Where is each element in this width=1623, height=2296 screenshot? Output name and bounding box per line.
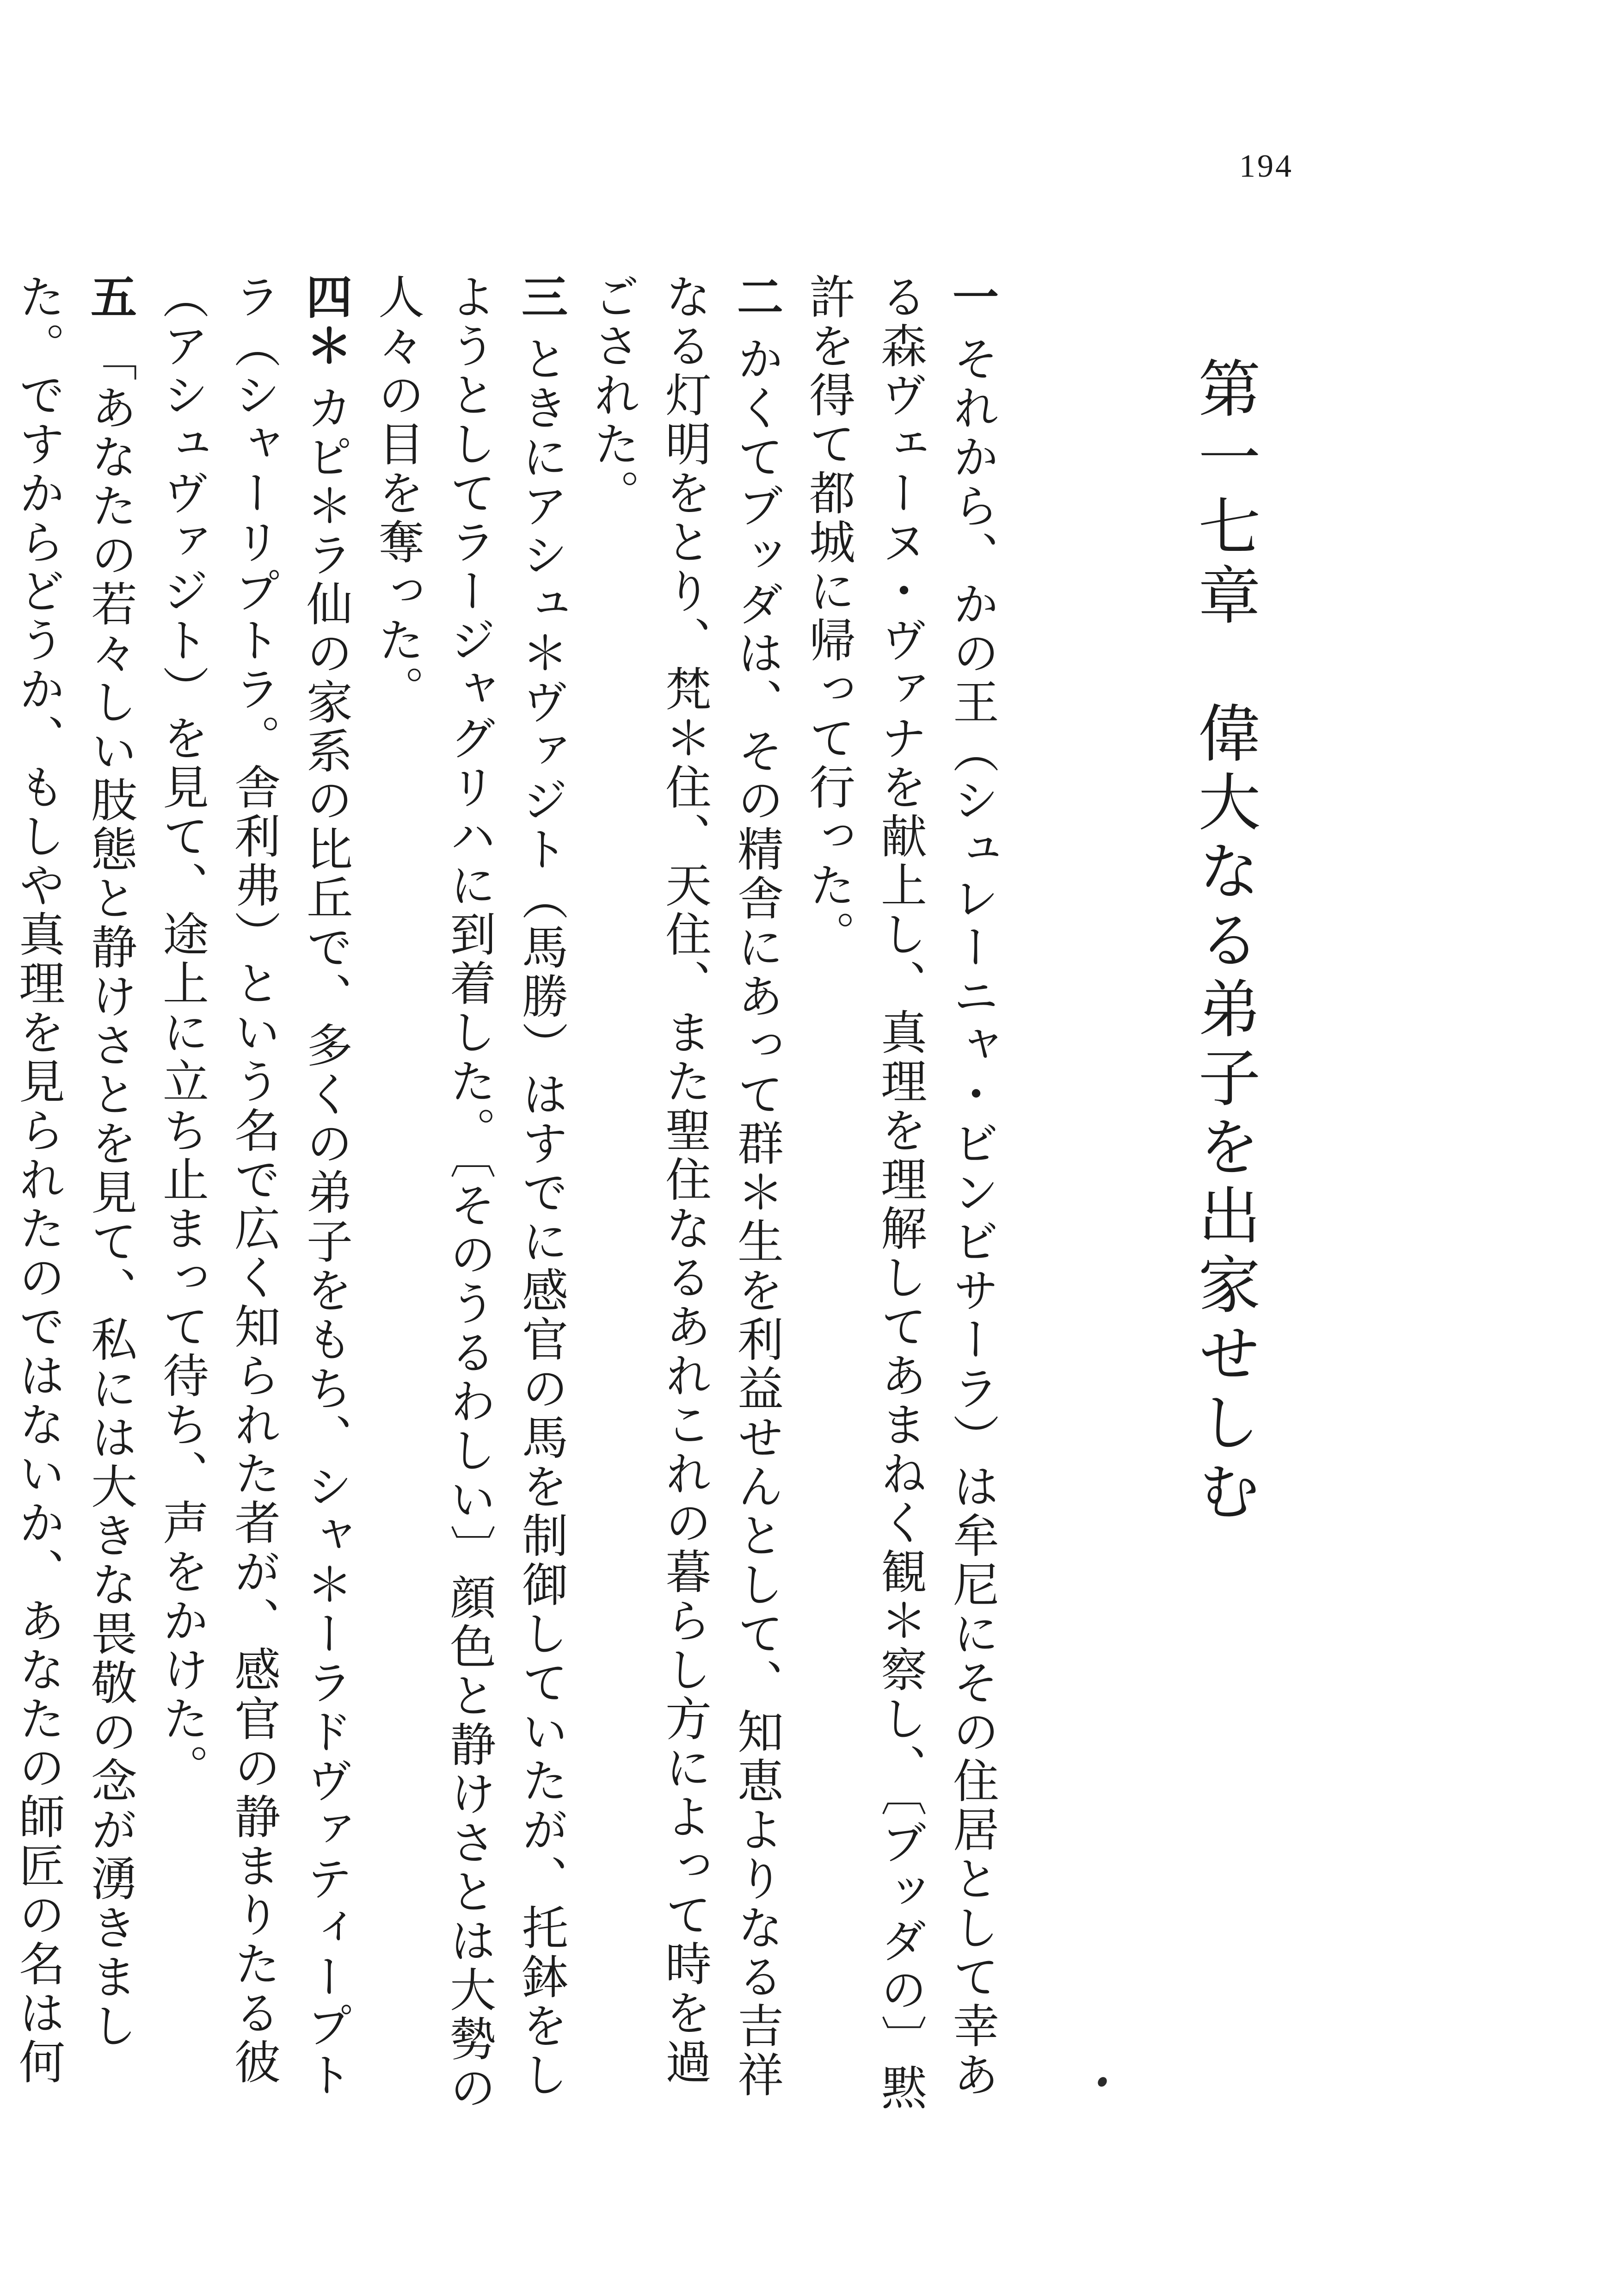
paragraph-number: 一 bbox=[945, 273, 999, 322]
paragraph-5 bbox=[0, 273, 146, 2123]
paragraph-text: かくてブッダは、その精舎にあって群＊生を利益せんとして、知恵よりなる吉祥なる灯明をとり、梵＊住、天住、また聖住なるあれこれの暮らし方によって時を過ごされた。 bbox=[586, 273, 784, 2100]
paragraph-4 bbox=[146, 273, 362, 2123]
paragraph-1 bbox=[793, 273, 1008, 2123]
paragraph-2 bbox=[577, 273, 793, 2123]
chapter-title: 第一七章 偉大なる弟子を出家せしむ bbox=[1188, 356, 1260, 1528]
paragraph-number: 四＊ bbox=[298, 273, 353, 371]
paragraph-text: ときにアシュ＊ヴァジト（馬勝）はすでに感官の馬を制御していたが、托鉢をしようとしてラージャグリハに到着した。〔そのうるわしい〕顔色と静けさとは大勢の人々の目を奪った。 bbox=[370, 273, 568, 2113]
paragraph-3 bbox=[362, 273, 577, 2123]
page-number: 194 bbox=[1239, 148, 1293, 184]
paragraph-number: 五 bbox=[83, 273, 137, 322]
body-text bbox=[0, 273, 1008, 2123]
paragraph-number: 二 bbox=[729, 273, 784, 322]
paragraph-text: 「あなたの若々しい肢態と静けさとを見て、私には大きな畏敬の念が湧きました。ですからどうか、もしや真理を見られたのではないか、あなたの師匠の名は何 bbox=[11, 273, 137, 2087]
paragraph-text: カピ＊ラ仙の家系の比丘で、多くの弟子をもち、シャ＊ーラドヴァティープトラ（シャーリプトラ。舎利弗）という名で広く知られた者が、感官の静まりたる彼（アシュヴァジト）を見て、途上に立ち止まって待ち、声をかけた。 bbox=[155, 273, 353, 2100]
paragraph-number: 三 bbox=[514, 273, 568, 322]
ink-stain bbox=[1096, 2075, 1108, 2088]
paragraph-text: それから、かの王（シュレーニャ・ビンビサーラ）は牟尼にその住居として幸ある森ヴェーヌ・ヴァナを献上し、真理を理解してあまねく観＊察し、〔ブッダの〕黙許を得て都城に帰って行った。 bbox=[801, 273, 999, 2113]
